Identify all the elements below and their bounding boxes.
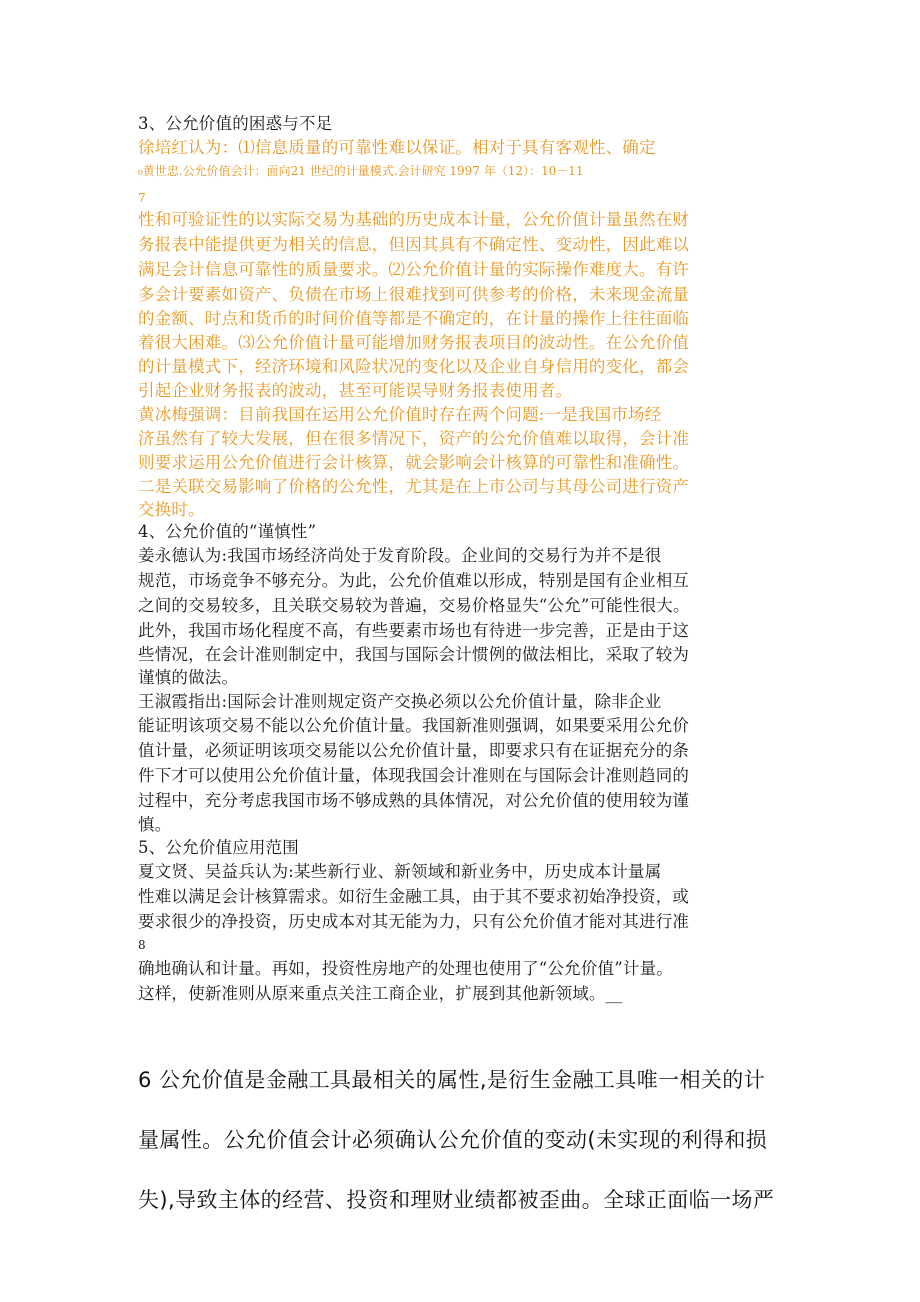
paragraph-line: 徐培红认为：⑴信息质量的可靠性难以保证。相对于具有客观性、确定 <box>138 138 656 157</box>
footnote: ₀黄世忠.公允价值会计：面向21 世纪的计量模式.会计研究 1997 年（12）：10－11 <box>138 164 584 178</box>
paragraph-line: 性和可验证性的以实际交易为基础的历史成本计量，公允价值计量虽然在财 <box>138 210 690 229</box>
paragraph-line: 之间的交易较多，且关联交易较为普遍，交易价格显失“公允”可能性很大。 <box>138 596 690 615</box>
paragraph-line: 济虽然有了较大发展，但在很多情况下，资产的公允价值难以取得，会计准 <box>138 429 690 448</box>
paragraph-line: 王淑霞指出:国际会计准则规定资产交换必须以公允价值计量，除非企业 <box>138 692 662 711</box>
section-4-heading: 4、公允价值的“谨慎性” <box>138 522 317 541</box>
paragraph-line: 黄冰梅强调：目前我国在运用公允价值时存在两个问题:一是我国市场经 <box>138 405 662 424</box>
paragraph-line: 姜永德认为:我国市场经济尚处于发育阶段。企业间的交易行为并不是很 <box>138 546 662 565</box>
paragraph-line: 着很大困难。⑶公允价值计量可能增加财务报表项目的波动性。在公允价值 <box>138 333 690 352</box>
page-number: 7 <box>138 191 146 205</box>
page-number: 8 <box>138 938 146 952</box>
paragraph-line: 规范，市场竞争不够充分。为此，公允价值难以形成，特别是国有企业相互 <box>138 571 690 590</box>
paragraph-line: 的金额、时点和货币的时间价值等都是不确定的，在计量的操作上往往面临 <box>138 309 690 328</box>
paragraph-line: 二是关联交易影响了价格的公允性，尤其是在上市公司与其母公司进行资产 <box>138 477 690 496</box>
section-3-heading: 3、公允价值的困惑与不足 <box>138 114 333 133</box>
paragraph-line: 件下才可以使用公允价值计量，体现我国会计准则在与国际会计准则趋同的 <box>138 766 690 785</box>
paragraph-line: 交换时。 <box>138 500 205 519</box>
paragraph-line: 些情况，在会计准则制定中，我国与国际会计惯例的做法相比，采取了较为 <box>138 645 690 664</box>
paragraph-line: 务报表中能提供更为相关的信息，但因其具有不确定性、变动性，因此难以 <box>138 235 690 254</box>
paragraph-line: 多会计要素如资产、负债在市场上很难找到可供参考的价格，未来现金流量 <box>138 285 690 304</box>
paragraph-line: 失),导致主体的经营、投资和理财业绩都被歪曲。全球正面临一场严 <box>138 1188 775 1212</box>
paragraph-line: 夏文贤、吴益兵认为:某些新行业、新领域和新业务中，历史成本计量属 <box>138 862 662 881</box>
paragraph-line: 确地确认和计量。再如，投资性房地产的处理也使用了“公允价值”计量。 <box>138 959 673 978</box>
paragraph-line: 6 公允价值是金融工具最相关的属性,是衍生金融工具唯一相关的计 <box>138 1068 766 1092</box>
paragraph-line: 量属性。公允价值会计必须确认公允价值的变动(未实现的利得和损 <box>138 1128 768 1152</box>
section-5-heading: 5、公允价值应用范围 <box>138 838 299 857</box>
paragraph-line: 值计量，必须证明该项交易能以公允价值计量，即要求只有在证据充分的条 <box>138 741 690 760</box>
paragraph-line: 能证明该项交易不能以公允价值计量。我国新准则强调，如果要采用公允价 <box>138 716 690 735</box>
paragraph-line: 这样，使新准则从原来重点关注工商企业，扩展到其他新领域。__ <box>138 984 623 1003</box>
paragraph-line: 谨慎的做法。 <box>138 668 239 687</box>
paragraph-line: 过程中，充分考虑我国市场不够成熟的具体情况，对公允价值的使用较为谨 <box>138 791 690 810</box>
paragraph-line: 引起企业财务报表的波动，甚至可能误导财务报表使用者。 <box>138 381 573 400</box>
paragraph-line: 性难以满足会计核算需求。如衍生金融工具，由于其不要求初始净投资，或 <box>138 887 690 906</box>
paragraph-line: 满足会计信息可靠性的质量要求。⑵公允价值计量的实际操作难度大。有许 <box>138 260 690 279</box>
paragraph-line: 此外，我国市场化程度不高，有些要素市场也有待进一步完善，正是由于这 <box>138 621 690 640</box>
paragraph-line: 要求很少的净投资，历史成本对其无能为力，只有公允价值才能对其进行准 <box>138 912 690 931</box>
paragraph-line: 的计量模式下，经济环境和风险状况的变化以及企业自身信用的变化，都会 <box>138 357 690 376</box>
paragraph-line: 慎。 <box>138 815 172 834</box>
paragraph-line: 则要求运用公允价值进行会计核算，就会影响会计核算的可靠性和准确性。 <box>138 453 690 472</box>
